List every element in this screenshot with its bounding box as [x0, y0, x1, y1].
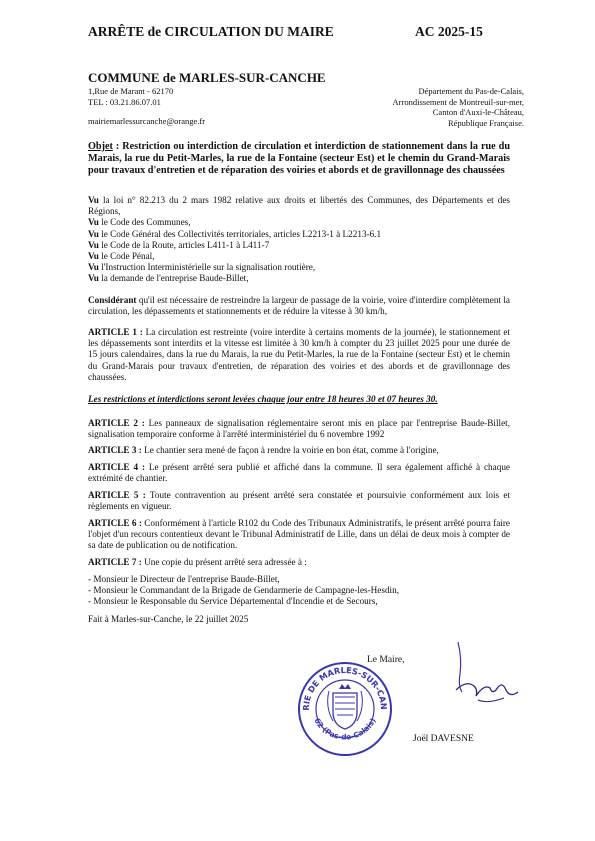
article-7 [88, 557, 510, 568]
stamp-icon [295, 657, 395, 757]
recipient-item: - Monsieur le Directeur de l'entreprise Baude-Billet, [88, 574, 280, 584]
department-block [393, 86, 524, 128]
commune-email: mairiemarlessurcanche@orange.fr [88, 116, 206, 126]
visa-item: Vu le Code de la Route, articles L411-1 à L411-7 [88, 239, 270, 250]
article-3-text: Le chantier sera mené de façon à rendre la voirie en bon état, comme à l'origine, [141, 445, 439, 455]
commune-address: 1,Rue de Marant - 62170 [88, 86, 174, 96]
visa-item: Vu l'Instruction Interministérielle sur la signalisation routière, [88, 262, 316, 273]
article-7-label: ARTICLE 7 : [88, 557, 142, 567]
considerant-paragraph [88, 295, 510, 317]
signature-place-date: Fait à Marles-sur-Canche, le 22 juillet 2025 [88, 614, 249, 624]
considerant-text: qu'il est nécessaire de restreindre la largeur de passage de la voirie, voire d'interdire complètement la circulation, les dépassements et stationnements et de réduire la vitesse à 30 km/h, [88, 295, 510, 317]
mairie-stamp [295, 657, 395, 762]
article-3 [88, 445, 510, 456]
visa-item: Vu la demande de l'entreprise Baude-Billet, [88, 273, 249, 284]
department-line-3: Canton d'Auxi-le-Château, [432, 107, 524, 117]
visas-list [88, 195, 510, 285]
recipient-item: - Monsieur le Responsable du Service Départemental d'Incendie et de Secours, [88, 596, 378, 607]
department-line-1: Département du Pas-de-Calais, [418, 86, 524, 96]
article-3-label: ARTICLE 3 : [88, 445, 142, 455]
commune-name: COMMUNE de MARLES-SUR-CANCHE [88, 70, 326, 85]
considerant-label: Considérant [88, 295, 137, 305]
article-7-text: Une copie du présent arrêté sera adressée à : [141, 557, 307, 567]
article-1-label: ARTICLE 1 : [88, 327, 143, 337]
article-4 [88, 462, 510, 484]
svg-text:MAIRIE DE MARLES-SUR-CANCHE: RIE DE MARLES-SUR-CAN [300, 664, 390, 711]
objet-text: : Restriction ou interdiction de circulation et interdiction de stationnement dans la rue du Marais, la rue du Petit-Marles, la rue de la Fontaine (secteur Est) et le chemin du Grand-Marais pour travaux d'entretien et de réparation des voiries et abords et de gravillonnage des chaussées [88, 141, 510, 177]
article-6-label: ARTICLE 6 : [88, 518, 142, 528]
document-title: ARRÊTE de CIRCULATION DU MAIRE [88, 24, 334, 39]
mayor-name: Joël DAVESNE [413, 734, 474, 744]
commune-phone: TEL : 03.21.86.07.01 [88, 96, 161, 107]
article-2-text: Les panneaux de signalisation réglementaire seront mis en place par l'entreprise Baude-Billet, signalisation temporaire conforme à l'arrêté interministériel du 6 novembre 1992 [88, 418, 510, 440]
mayor-title: Le Maire, [367, 655, 405, 665]
restrictions-note: Les restrictions et interdictions seront levées chaque jour entre 18 heures 30 et 07 heures 30. [88, 394, 438, 404]
visa-item: Vu le Code des Communes, [88, 217, 191, 228]
article-5 [88, 490, 510, 512]
recipients-list [88, 574, 510, 608]
article-6 [88, 518, 510, 552]
svg-text:62 (Pas-de-Calais): 62 (Pas-de-Calais) [312, 716, 378, 742]
article-5-text: Toute contravention au présent arrêté sera constatée et poursuivie conformément aux lois et règlements en vigueur. [88, 490, 511, 512]
visa-item: Vu le Code Pénal, [88, 251, 155, 262]
document-reference: AC 2025-15 [415, 24, 483, 39]
article-1-text: La circulation est restreinte (voire interdite à certains moments de la journée), le stationnement et les dépassements sont interdits et la vitesse est limitée à 30 km/h à compter du 23 juillet 2025 pour une durée de 15 jours calendaires, dans la rue du Marais, la rue du Petit-Marles, la rue de la Fontaine (secteur Est) et le chemin du Grand-Marais pour travaux d'entretien, de réparation des voiries et des abords et de gravillonnage des chaussées. [88, 327, 510, 382]
article-4-text: Le présent arrêté sera publié et affiché dans la commune. Il sera également affiché à chaque extrémité de chantier. [88, 462, 510, 484]
visa-item: Vu le Code Général des Collectivités territoriales, articles L2213-1 à L2213-6.1 [88, 228, 382, 239]
article-2 [88, 418, 510, 440]
article-6-text: Conformément à l'article R102 du Code des Tribunaux Administratifs, le présent arrêté pourra faire l'objet d'un recours contentieux devant le Tribunal Administratif de Lille, dans un délai de deux mois à compter de sa date de publication ou de notification. [88, 518, 510, 551]
article-5-label: ARTICLE 5 : [88, 490, 146, 500]
mayor-signature [418, 640, 528, 710]
department-line-4: République Française. [447, 117, 524, 128]
objet-paragraph [88, 141, 510, 178]
department-line-2: Arrondissement de Montreuil-sur-mer, [392, 96, 524, 107]
article-2-label: ARTICLE 2 : [88, 418, 145, 428]
article-4-label: ARTICLE 4 : [88, 462, 146, 472]
objet-label: Objet [88, 141, 113, 152]
visa-item: Vu la loi n° 82.213 du 2 mars 1982 relative aux droits et libertés des Communes, des Départements et des Régions, [88, 195, 510, 217]
commune-address-block [88, 86, 173, 107]
article-1 [88, 327, 510, 383]
recipient-item: - Monsieur le Commandant de la Brigade de Gendarmerie de Campagne-les-Hesdin, [88, 585, 399, 596]
